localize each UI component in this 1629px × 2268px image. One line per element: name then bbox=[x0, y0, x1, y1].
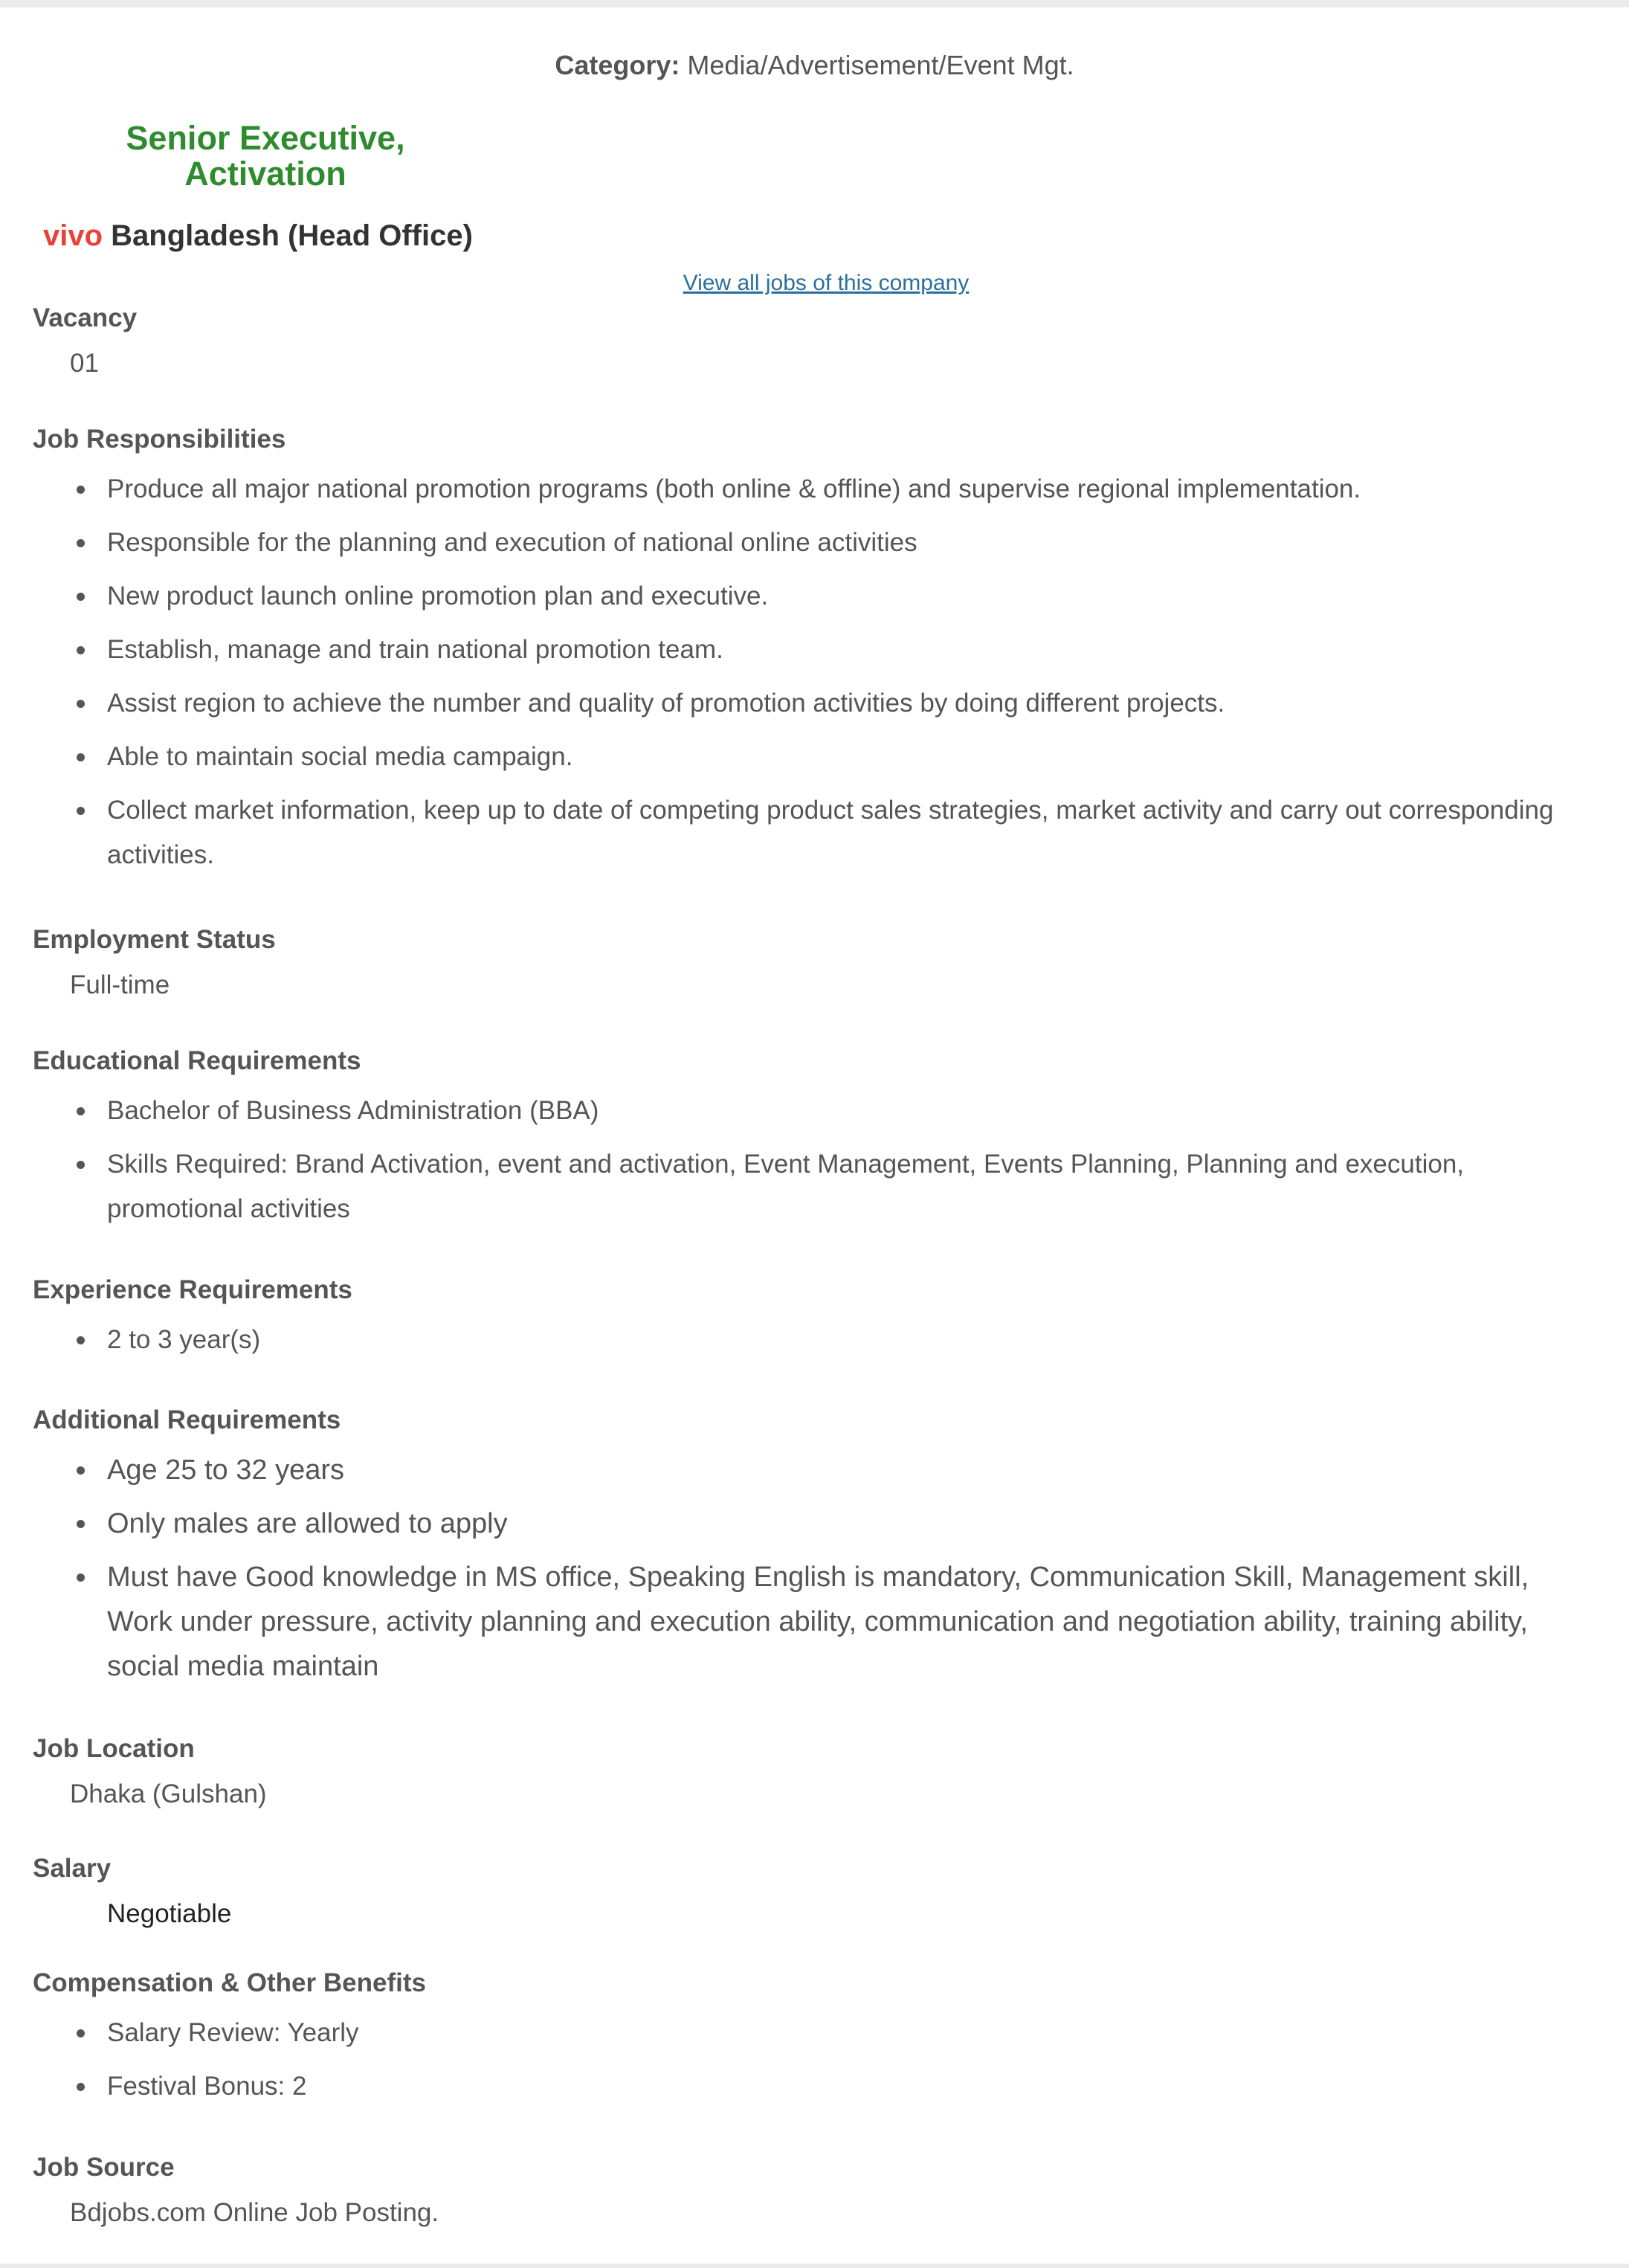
company-name-text: Bangladesh (Head Office) bbox=[111, 219, 473, 252]
job-location-section bbox=[33, 1730, 1601, 1812]
list-item: Establish, manage and train national promotion team. bbox=[33, 628, 1601, 672]
education-section bbox=[33, 1043, 1601, 1240]
responsibilities-heading: Job Responsibilities bbox=[33, 425, 286, 454]
benefits-section bbox=[33, 1965, 1601, 2118]
responsibilities-list bbox=[33, 467, 1601, 877]
list-item: Only males are allowed to apply bbox=[33, 1501, 1601, 1546]
benefits-heading: Compensation & Other Benefits bbox=[33, 1968, 426, 1997]
experience-list bbox=[33, 1318, 1601, 1362]
list-item: Assist region to achieve the number and quality of promotion activities by doing different projects. bbox=[33, 681, 1601, 726]
experience-section bbox=[33, 1272, 1601, 1371]
employment-status-section bbox=[33, 921, 1601, 1003]
vacancy-value: 01 bbox=[70, 349, 99, 378]
job-source-heading: Job Source bbox=[33, 2153, 175, 2182]
list-item: Collect market information, keep up to date of competing product sales strategies, market activity and carry out corresponding activities. bbox=[33, 788, 1601, 877]
list-item: Responsible for the planning and execution of national online activities bbox=[33, 521, 1601, 565]
responsibilities-section bbox=[33, 421, 1601, 886]
list-item: Produce all major national promotion programs (both online & offline) and supervise regional implementation. bbox=[33, 467, 1601, 512]
additional-heading: Additional Requirements bbox=[33, 1405, 341, 1434]
view-all-jobs-link[interactable]: View all jobs of this company bbox=[683, 271, 970, 295]
employment-status-value: Full-time bbox=[70, 970, 170, 999]
job-location-heading: Job Location bbox=[33, 1734, 195, 1763]
list-item: Festival Bonus: 2 bbox=[33, 2064, 1601, 2109]
job-location-value: Dhaka (Gulshan) bbox=[70, 1779, 267, 1808]
list-item: Able to maintain social media campaign. bbox=[33, 735, 1601, 779]
category-label: Category: bbox=[555, 50, 680, 80]
list-item: New product launch online promotion plan and executive. bbox=[33, 574, 1601, 619]
company-name bbox=[43, 217, 473, 254]
vacancy-section bbox=[33, 300, 1601, 381]
job-title: Senior Executive, Activation bbox=[126, 119, 405, 193]
additional-requirements-section bbox=[33, 1402, 1601, 1698]
additional-list bbox=[33, 1448, 1601, 1689]
list-item: Must have Good knowledge in MS office, Speaking English is mandatory, Communication Skill, Management skill, Work under pressure, activity planning and execution ability, communication and negotiation ability, training ability, social media maintain bbox=[33, 1555, 1601, 1689]
education-list bbox=[33, 1089, 1601, 1231]
list-item: Age 25 to 32 years bbox=[33, 1448, 1601, 1492]
company-brand: vivo bbox=[43, 219, 103, 252]
education-heading: Educational Requirements bbox=[33, 1046, 361, 1075]
list-item: Salary Review: Yearly bbox=[33, 2011, 1601, 2055]
job-source-section bbox=[33, 2149, 1601, 2231]
list-item: Skills Required: Brand Activation, event and activation, Event Management, Events Planning, Planning and execution, promotional activities bbox=[33, 1142, 1601, 1231]
job-detail-page bbox=[0, 7, 1629, 2264]
salary-heading: Salary bbox=[33, 1854, 112, 1883]
benefits-list bbox=[33, 2011, 1601, 2109]
salary-section bbox=[33, 1850, 1601, 1932]
vacancy-heading: Vacancy bbox=[33, 303, 138, 332]
salary-value: Negotiable bbox=[107, 1899, 232, 1928]
list-item: Bachelor of Business Administration (BBA) bbox=[33, 1089, 1601, 1133]
job-source-value: Bdjobs.com Online Job Posting. bbox=[70, 2198, 439, 2227]
list-item: 2 to 3 year(s) bbox=[33, 1318, 1601, 1362]
experience-heading: Experience Requirements bbox=[33, 1275, 352, 1304]
category-line bbox=[0, 49, 1629, 82]
category-value: Media/Advertisement/Event Mgt. bbox=[687, 50, 1074, 80]
employment-status-heading: Employment Status bbox=[33, 925, 276, 954]
